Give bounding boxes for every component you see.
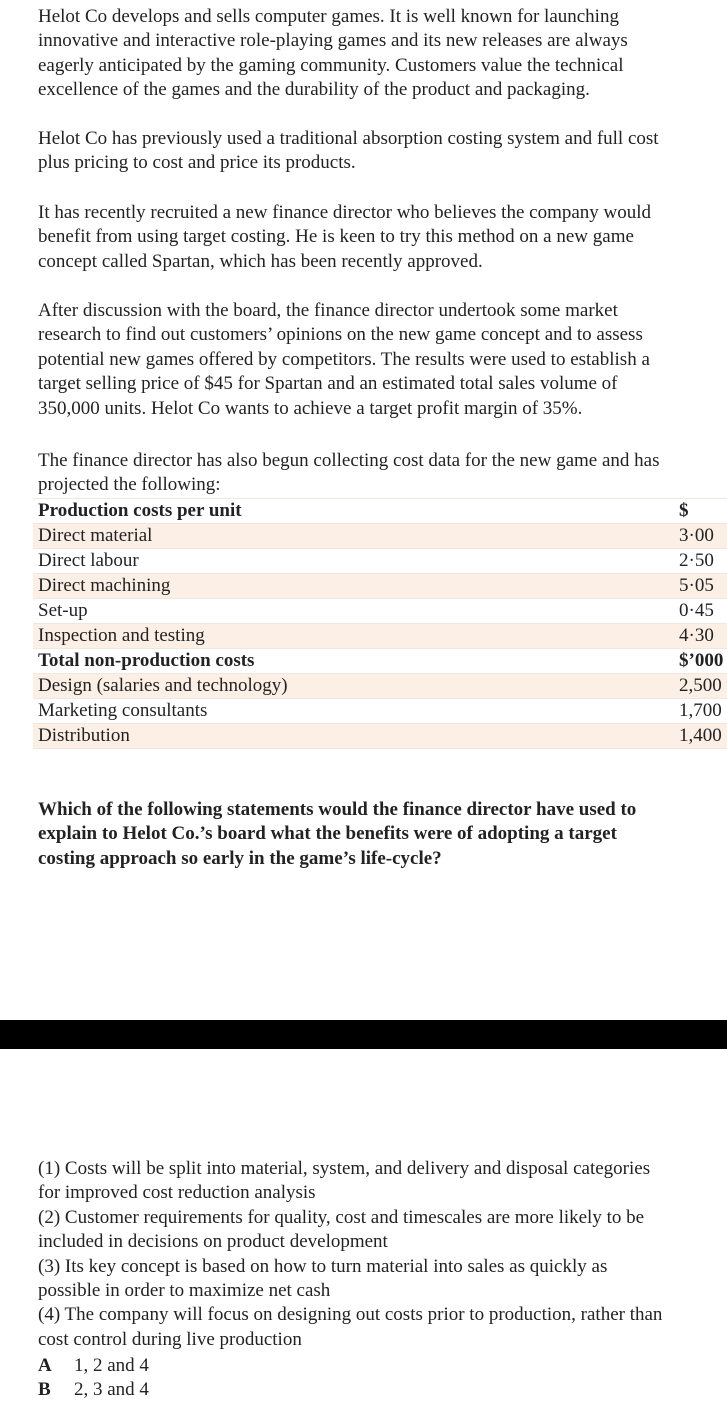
text-line: eagerly anticipated by the gaming community. Customers value the technical <box>38 54 624 76</box>
option-text: 2, 3 and 4 <box>74 1379 149 1400</box>
row-label: Direct material <box>33 524 617 549</box>
black-divider-bar <box>0 1020 727 1049</box>
costing-history-paragraph <box>38 127 722 176</box>
row-label: Direct labour <box>33 549 617 574</box>
text-line: potential new games offered by competitors. The results were used to establish a <box>38 348 650 370</box>
table-row <box>33 674 727 699</box>
intro-paragraph <box>38 5 722 103</box>
row-label: Inspection and testing <box>33 624 617 649</box>
row-label: Distribution <box>33 724 617 749</box>
text-line: excellence of the games and the durability of the product and packaging. <box>38 79 590 101</box>
row-label: Design (salaries and technology) <box>33 674 617 699</box>
text-line: After discussion with the board, the finance director undertook some market <box>38 300 618 321</box>
text-line: The finance director has also begun collecting cost data for the new game and has <box>38 450 660 471</box>
production-header-row <box>33 499 727 524</box>
option-text: 1, 2 and 4 <box>74 1355 149 1376</box>
non-production-header-label: Total non-production costs <box>33 649 617 674</box>
table-row <box>33 699 727 724</box>
text-line: costing approach so early in the game’s life-cycle? <box>38 847 442 869</box>
finance-director-paragraph <box>38 201 722 274</box>
market-research-paragraph <box>38 299 722 421</box>
text-line: plus pricing to cost and price its products. <box>38 152 356 174</box>
row-label: Marketing consultants <box>33 699 617 724</box>
table-row <box>33 724 727 749</box>
answer-option-a[interactable] <box>38 1354 149 1378</box>
row-value: 4·30 <box>617 624 727 649</box>
text-line: innovative and interactive role-playing games and its new releases are always <box>38 30 628 52</box>
row-value: 5·05 <box>617 574 727 599</box>
text-line: benefit from using target costing. He is keen to try this method on a new game <box>38 226 634 248</box>
statement-line: for improved cost reduction analysis <box>38 1182 316 1204</box>
table-row <box>33 549 727 574</box>
non-production-header-row <box>33 649 727 674</box>
text-line: Which of the following statements would the finance director have used to <box>38 799 637 820</box>
text-line: projected the following: <box>38 474 221 496</box>
production-header-unit: $ <box>617 499 727 524</box>
option-letter: A <box>38 1355 52 1376</box>
row-value: 0·45 <box>617 599 727 624</box>
text-line: Helot Co has previously used a traditional absorption costing system and full cost <box>38 128 659 149</box>
row-value: 1,400 <box>617 724 727 749</box>
statement-line: (3) Its key concept is based on how to turn material into sales as quickly as <box>38 1255 608 1277</box>
statement-line: possible in order to maximize net cash <box>38 1280 331 1302</box>
row-value: 2,500 <box>617 674 727 699</box>
text-line: explain to Helot Co.’s board what the benefits were of adopting a target <box>38 823 617 845</box>
production-header-label: Production costs per unit <box>33 499 617 524</box>
text-line: research to find out customers’ opinions on the new game concept and to assess <box>38 324 643 346</box>
text-line: concept called Spartan, which has been recently approved. <box>38 250 483 272</box>
cost-data-intro-paragraph <box>38 449 722 498</box>
row-label: Set-up <box>33 599 617 624</box>
text-line: Helot Co develops and sells computer games. It is well known for launching <box>38 6 619 27</box>
row-value: 3·00 <box>617 524 727 549</box>
table-row <box>33 624 727 649</box>
option-letter: B <box>38 1379 51 1400</box>
statement-line: (2) Customer requirements for quality, cost and timescales are more likely to be <box>38 1206 645 1228</box>
answer-option-b[interactable] <box>38 1378 149 1402</box>
statement-line: included in decisions on product development <box>38 1231 388 1253</box>
text-line: It has recently recruited a new finance director who believes the company would <box>38 202 652 223</box>
table-row <box>33 574 727 599</box>
row-label: Direct machining <box>33 574 617 599</box>
cost-table <box>33 498 727 749</box>
table-row <box>33 599 727 624</box>
non-production-header-unit: $’000 <box>617 649 727 674</box>
statement-line: cost control during live production <box>38 1328 302 1350</box>
row-value: 1,700 <box>617 699 727 724</box>
statement-line: (4) The company will focus on designing out costs prior to production, rather than <box>38 1304 663 1326</box>
row-value: 2·50 <box>617 549 727 574</box>
text-line: target selling price of $45 for Spartan and an estimated total sales volume of <box>38 373 618 395</box>
table-row <box>33 524 727 549</box>
statement-line: (1) Costs will be split into material, system, and delivery and disposal categories <box>38 1158 651 1179</box>
question-text <box>38 798 722 871</box>
statement-list <box>38 1157 727 1352</box>
text-line: 350,000 units. Helot Co wants to achieve a target profit margin of 35%. <box>38 397 583 419</box>
